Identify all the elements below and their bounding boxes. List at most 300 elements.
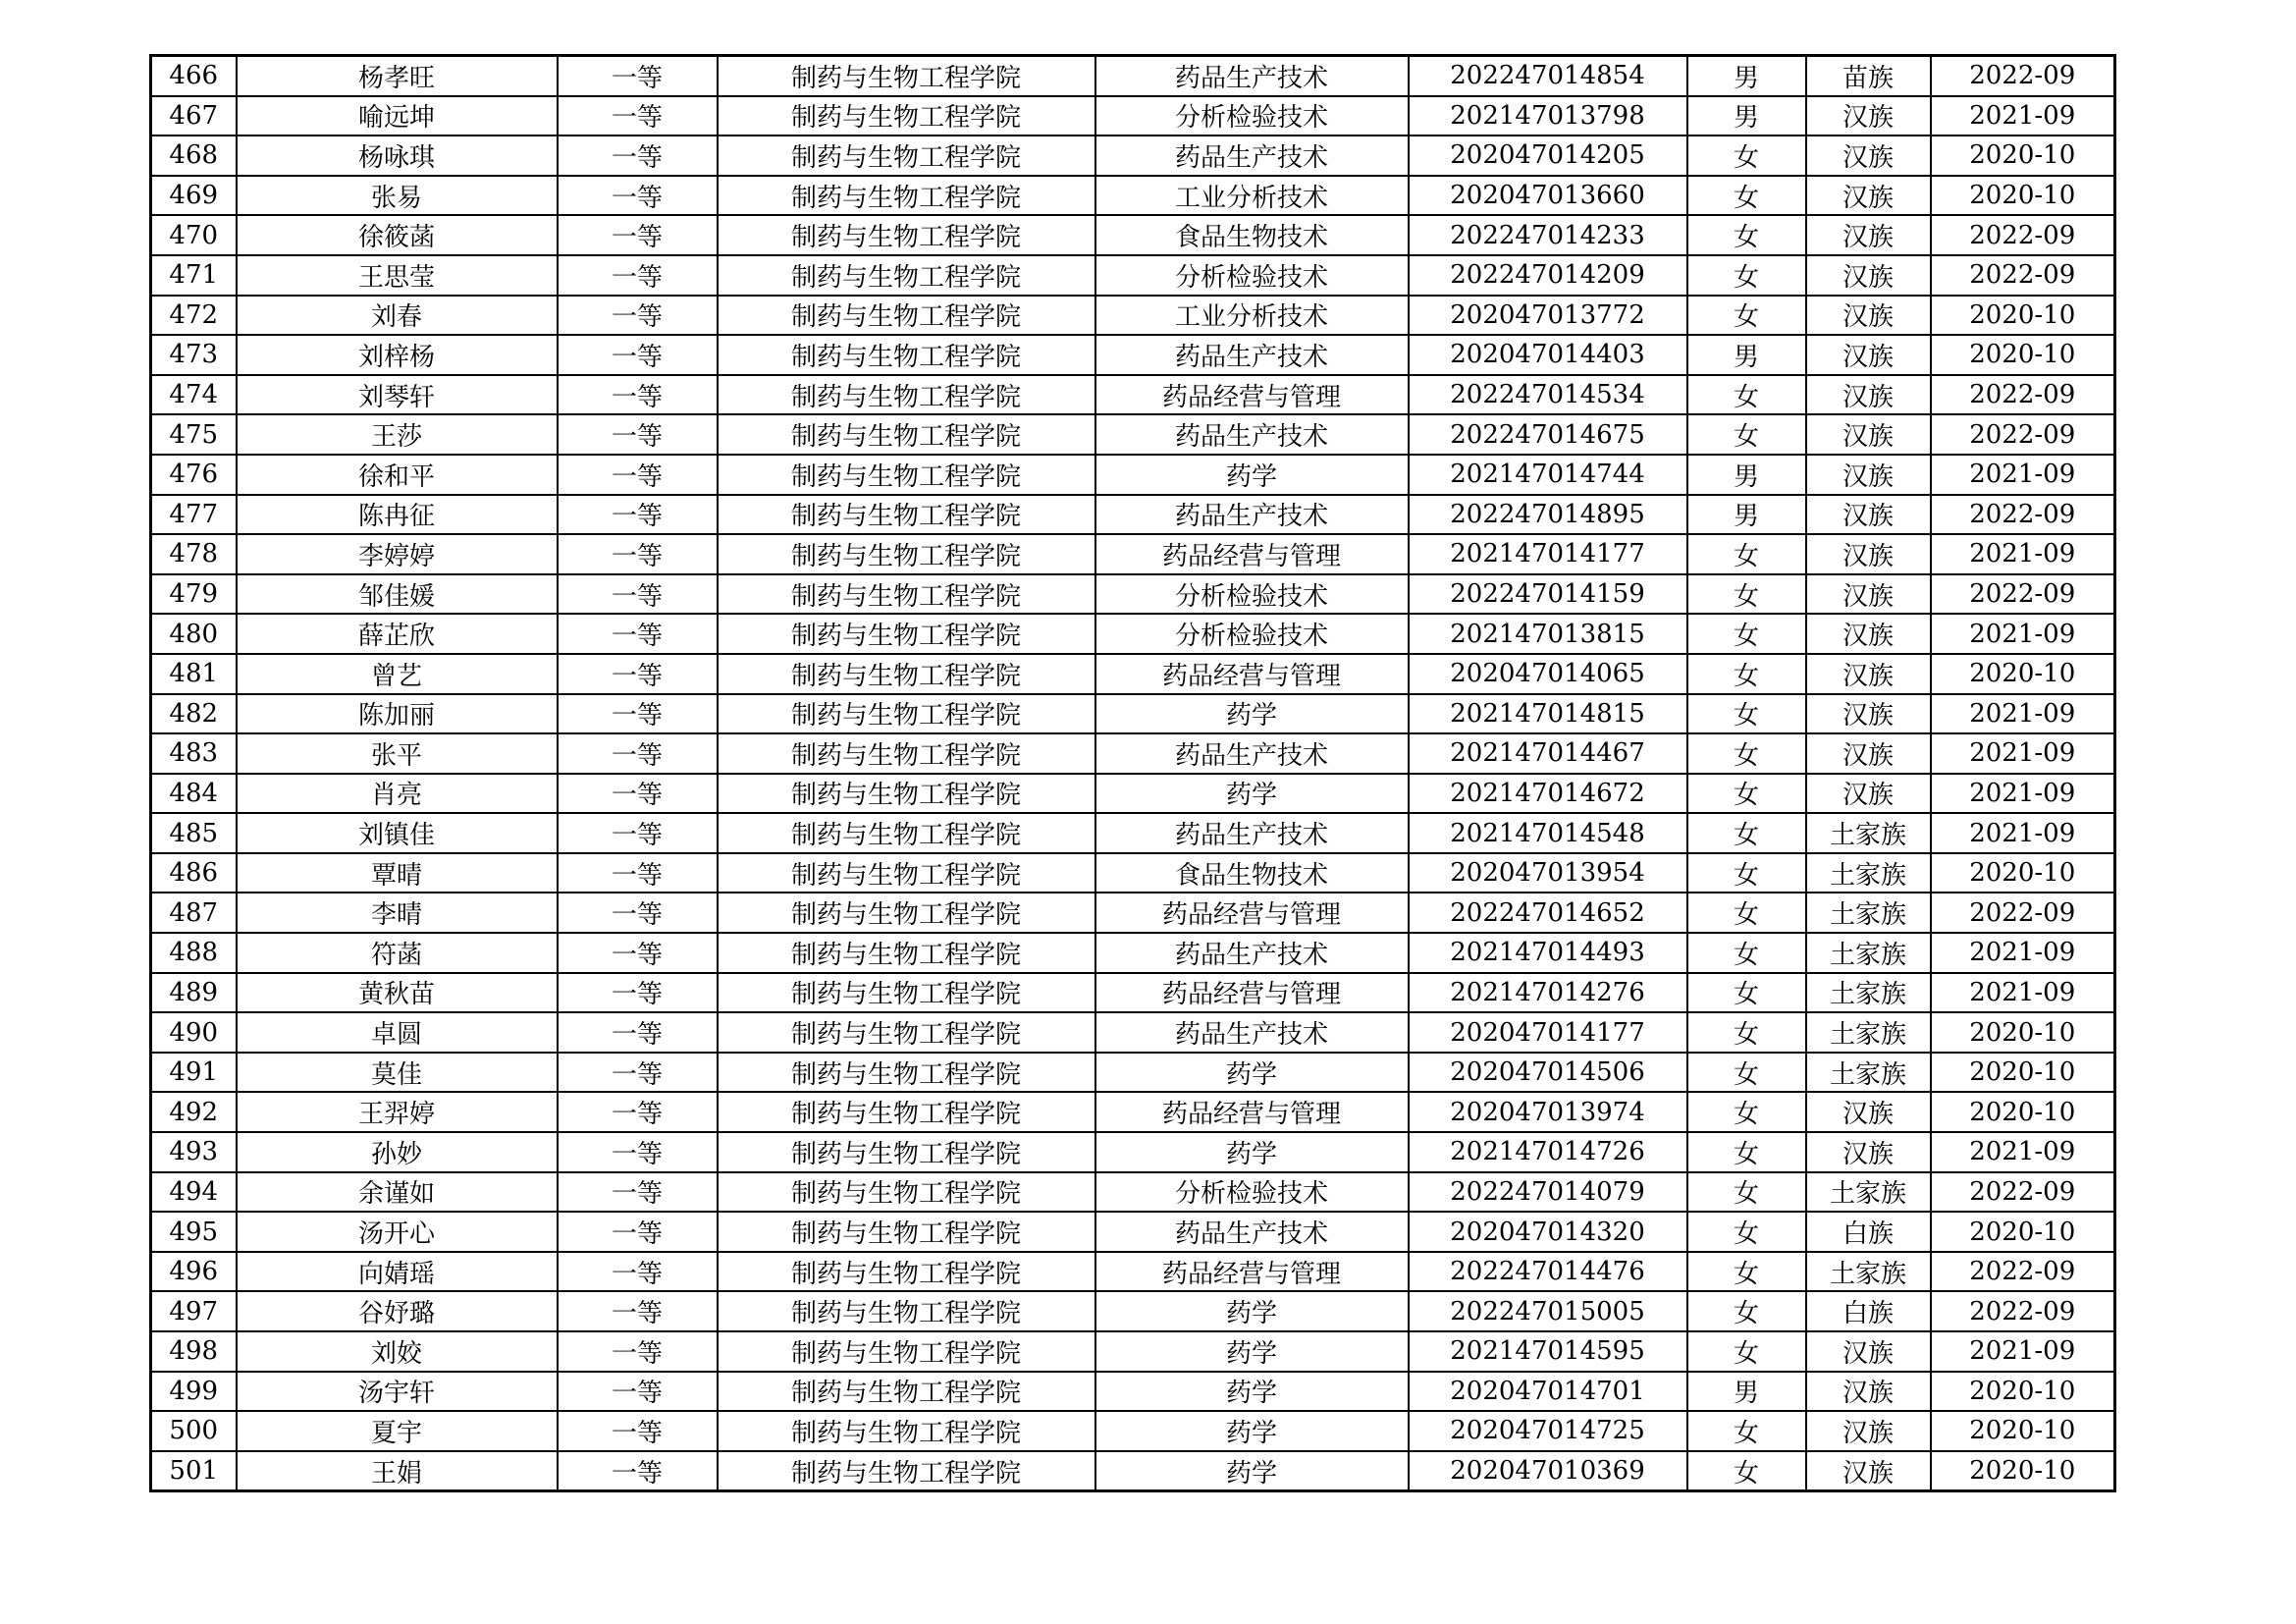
table-row	[151, 255, 2115, 296]
gender-cell: 女	[1687, 1092, 1806, 1132]
award-level-cell: 一等	[558, 614, 718, 654]
enrollment-date-cell: 2021-09	[1931, 614, 2115, 654]
college-cell: 制药与生物工程学院	[718, 534, 1095, 574]
enrollment-date-cell: 2020-10	[1931, 654, 2115, 694]
college-cell: 制药与生物工程学院	[718, 1053, 1095, 1093]
table-row	[151, 614, 2115, 654]
table-row	[151, 495, 2115, 535]
enrollment-date-cell: 2020-10	[1931, 176, 2115, 216]
name-cell: 刘梓杨	[237, 335, 558, 375]
gender-cell: 女	[1687, 1331, 1806, 1372]
row-number-cell: 470	[151, 215, 237, 255]
ethnicity-cell: 土家族	[1806, 1252, 1931, 1292]
enrollment-date-cell: 2021-09	[1931, 694, 2115, 734]
table-row	[151, 774, 2115, 814]
name-cell: 张平	[237, 733, 558, 774]
college-cell: 制药与生物工程学院	[718, 1372, 1095, 1412]
name-cell: 刘镇佳	[237, 813, 558, 853]
ethnicity-cell: 汉族	[1806, 296, 1931, 336]
college-cell: 制药与生物工程学院	[718, 1012, 1095, 1053]
ethnicity-cell: 汉族	[1806, 694, 1931, 734]
award-level-cell: 一等	[558, 774, 718, 814]
major-cell: 工业分析技术	[1095, 176, 1409, 216]
student-id-cell: 202247014233	[1409, 215, 1687, 255]
college-cell: 制药与生物工程学院	[718, 694, 1095, 734]
ethnicity-cell: 汉族	[1806, 654, 1931, 694]
gender-cell: 男	[1687, 56, 1806, 96]
gender-cell: 女	[1687, 614, 1806, 654]
student-id-cell: 202047014403	[1409, 335, 1687, 375]
award-level-cell: 一等	[558, 973, 718, 1013]
ethnicity-cell: 汉族	[1806, 774, 1931, 814]
gender-cell: 女	[1687, 813, 1806, 853]
ethnicity-cell: 汉族	[1806, 176, 1931, 216]
name-cell: 符菡	[237, 933, 558, 973]
enrollment-date-cell: 2022-09	[1931, 1172, 2115, 1213]
major-cell: 药品经营与管理	[1095, 1252, 1409, 1292]
row-number-cell: 495	[151, 1212, 237, 1252]
table-row	[151, 135, 2115, 176]
gender-cell: 女	[1687, 176, 1806, 216]
ethnicity-cell: 汉族	[1806, 1451, 1931, 1491]
major-cell: 药品生产技术	[1095, 335, 1409, 375]
award-level-cell: 一等	[558, 1291, 718, 1331]
name-cell: 汤宇轩	[237, 1372, 558, 1412]
major-cell: 药学	[1095, 774, 1409, 814]
student-id-cell: 202047013954	[1409, 853, 1687, 893]
student-id-cell: 202247014675	[1409, 414, 1687, 455]
major-cell: 药品经营与管理	[1095, 375, 1409, 415]
college-cell: 制药与生物工程学院	[718, 335, 1095, 375]
table-row	[151, 1252, 2115, 1292]
ethnicity-cell: 汉族	[1806, 1132, 1931, 1172]
name-cell: 王娟	[237, 1451, 558, 1491]
college-cell: 制药与生物工程学院	[718, 1252, 1095, 1292]
table-row	[151, 694, 2115, 734]
major-cell: 工业分析技术	[1095, 296, 1409, 336]
table-row	[151, 1132, 2115, 1172]
student-id-cell: 202247015005	[1409, 1291, 1687, 1331]
college-cell: 制药与生物工程学院	[718, 135, 1095, 176]
name-cell: 李婷婷	[237, 534, 558, 574]
major-cell: 药品经营与管理	[1095, 654, 1409, 694]
name-cell: 莫佳	[237, 1053, 558, 1093]
student-id-cell: 202147014595	[1409, 1331, 1687, 1372]
award-level-cell: 一等	[558, 176, 718, 216]
table-row	[151, 1372, 2115, 1412]
gender-cell: 男	[1687, 96, 1806, 136]
major-cell: 食品生物技术	[1095, 215, 1409, 255]
row-number-cell: 482	[151, 694, 237, 734]
row-number-cell: 491	[151, 1053, 237, 1093]
enrollment-date-cell: 2022-09	[1931, 215, 2115, 255]
gender-cell: 男	[1687, 455, 1806, 495]
college-cell: 制药与生物工程学院	[718, 215, 1095, 255]
award-level-cell: 一等	[558, 893, 718, 933]
gender-cell: 女	[1687, 853, 1806, 893]
enrollment-date-cell: 2022-09	[1931, 893, 2115, 933]
student-id-cell: 202247014534	[1409, 375, 1687, 415]
table-row	[151, 335, 2115, 375]
table-row	[151, 455, 2115, 495]
award-level-cell: 一等	[558, 1012, 718, 1053]
college-cell: 制药与生物工程学院	[718, 853, 1095, 893]
row-number-cell: 475	[151, 414, 237, 455]
ethnicity-cell: 汉族	[1806, 495, 1931, 535]
major-cell: 药品经营与管理	[1095, 973, 1409, 1013]
gender-cell: 女	[1687, 733, 1806, 774]
table-row	[151, 1411, 2115, 1451]
ethnicity-cell: 汉族	[1806, 135, 1931, 176]
ethnicity-cell: 汉族	[1806, 1331, 1931, 1372]
college-cell: 制药与生物工程学院	[718, 1212, 1095, 1252]
major-cell: 分析检验技术	[1095, 96, 1409, 136]
student-id-cell: 202147014548	[1409, 813, 1687, 853]
ethnicity-cell: 汉族	[1806, 733, 1931, 774]
row-number-cell: 481	[151, 654, 237, 694]
ethnicity-cell: 汉族	[1806, 335, 1931, 375]
college-cell: 制药与生物工程学院	[718, 774, 1095, 814]
row-number-cell: 484	[151, 774, 237, 814]
major-cell: 药品生产技术	[1095, 733, 1409, 774]
college-cell: 制药与生物工程学院	[718, 933, 1095, 973]
name-cell: 刘春	[237, 296, 558, 336]
award-level-cell: 一等	[558, 56, 718, 96]
gender-cell: 女	[1687, 1451, 1806, 1491]
enrollment-date-cell: 2022-09	[1931, 414, 2115, 455]
table-row	[151, 414, 2115, 455]
ethnicity-cell: 汉族	[1806, 1372, 1931, 1412]
name-cell: 杨咏琪	[237, 135, 558, 176]
ethnicity-cell: 苗族	[1806, 56, 1931, 96]
row-number-cell: 480	[151, 614, 237, 654]
award-level-cell: 一等	[558, 534, 718, 574]
ethnicity-cell: 汉族	[1806, 1411, 1931, 1451]
enrollment-date-cell: 2020-10	[1931, 853, 2115, 893]
college-cell: 制药与生物工程学院	[718, 1331, 1095, 1372]
student-id-cell: 202047014065	[1409, 654, 1687, 694]
major-cell: 药学	[1095, 1372, 1409, 1412]
gender-cell: 女	[1687, 1132, 1806, 1172]
enrollment-date-cell: 2021-09	[1931, 733, 2115, 774]
award-level-cell: 一等	[558, 1331, 718, 1372]
table-row	[151, 215, 2115, 255]
table-row	[151, 296, 2115, 336]
student-id-cell: 202147014467	[1409, 733, 1687, 774]
student-id-cell: 202247014209	[1409, 255, 1687, 296]
award-list-table	[149, 54, 2116, 1492]
ethnicity-cell: 汉族	[1806, 1092, 1931, 1132]
award-level-cell: 一等	[558, 375, 718, 415]
gender-cell: 女	[1687, 1172, 1806, 1213]
enrollment-date-cell: 2021-09	[1931, 774, 2115, 814]
award-level-cell: 一等	[558, 574, 718, 615]
student-id-cell: 202047014725	[1409, 1411, 1687, 1451]
award-level-cell: 一等	[558, 1132, 718, 1172]
award-level-cell: 一等	[558, 96, 718, 136]
table-row	[151, 853, 2115, 893]
row-number-cell: 489	[151, 973, 237, 1013]
major-cell: 分析检验技术	[1095, 1172, 1409, 1213]
name-cell: 杨孝旺	[237, 56, 558, 96]
ethnicity-cell: 土家族	[1806, 1012, 1931, 1053]
major-cell: 分析检验技术	[1095, 614, 1409, 654]
enrollment-date-cell: 2021-09	[1931, 933, 2115, 973]
name-cell: 徐和平	[237, 455, 558, 495]
major-cell: 食品生物技术	[1095, 853, 1409, 893]
major-cell: 药品经营与管理	[1095, 534, 1409, 574]
enrollment-date-cell: 2020-10	[1931, 1053, 2115, 1093]
college-cell: 制药与生物工程学院	[718, 654, 1095, 694]
major-cell: 药品生产技术	[1095, 813, 1409, 853]
name-cell: 王莎	[237, 414, 558, 455]
student-id-cell: 202247014079	[1409, 1172, 1687, 1213]
enrollment-date-cell: 2021-09	[1931, 1331, 2115, 1372]
student-id-cell: 202247014854	[1409, 56, 1687, 96]
college-cell: 制药与生物工程学院	[718, 176, 1095, 216]
major-cell: 药学	[1095, 1411, 1409, 1451]
row-number-cell: 469	[151, 176, 237, 216]
table-row	[151, 893, 2115, 933]
row-number-cell: 471	[151, 255, 237, 296]
table-row	[151, 654, 2115, 694]
student-id-cell: 202147014672	[1409, 774, 1687, 814]
major-cell: 药品生产技术	[1095, 1212, 1409, 1252]
enrollment-date-cell: 2020-10	[1931, 1451, 2115, 1491]
award-level-cell: 一等	[558, 1172, 718, 1213]
award-level-cell: 一等	[558, 733, 718, 774]
gender-cell: 女	[1687, 215, 1806, 255]
student-id-cell: 202147014276	[1409, 973, 1687, 1013]
row-number-cell: 474	[151, 375, 237, 415]
row-number-cell: 466	[151, 56, 237, 96]
gender-cell: 女	[1687, 414, 1806, 455]
student-id-cell: 202047014701	[1409, 1372, 1687, 1412]
name-cell: 王羿婷	[237, 1092, 558, 1132]
ethnicity-cell: 白族	[1806, 1291, 1931, 1331]
name-cell: 李晴	[237, 893, 558, 933]
award-level-cell: 一等	[558, 1252, 718, 1292]
gender-cell: 女	[1687, 1291, 1806, 1331]
student-id-cell: 202047014506	[1409, 1053, 1687, 1093]
name-cell: 王思莹	[237, 255, 558, 296]
major-cell: 药学	[1095, 1053, 1409, 1093]
enrollment-date-cell: 2021-09	[1931, 455, 2115, 495]
ethnicity-cell: 土家族	[1806, 853, 1931, 893]
name-cell: 覃晴	[237, 853, 558, 893]
award-level-cell: 一等	[558, 1212, 718, 1252]
enrollment-date-cell: 2021-09	[1931, 973, 2115, 1013]
award-level-cell: 一等	[558, 813, 718, 853]
enrollment-date-cell: 2022-09	[1931, 1291, 2115, 1331]
table-row	[151, 574, 2115, 615]
name-cell: 喻远坤	[237, 96, 558, 136]
gender-cell: 女	[1687, 534, 1806, 574]
name-cell: 黄秋苗	[237, 973, 558, 1013]
college-cell: 制药与生物工程学院	[718, 893, 1095, 933]
gender-cell: 女	[1687, 1252, 1806, 1292]
name-cell: 曾艺	[237, 654, 558, 694]
name-cell: 夏宇	[237, 1411, 558, 1451]
gender-cell: 女	[1687, 1411, 1806, 1451]
student-id-cell: 202147014815	[1409, 694, 1687, 734]
student-id-cell: 202247014652	[1409, 893, 1687, 933]
college-cell: 制药与生物工程学院	[718, 495, 1095, 535]
table-row	[151, 1172, 2115, 1213]
row-number-cell: 467	[151, 96, 237, 136]
enrollment-date-cell: 2022-09	[1931, 495, 2115, 535]
gender-cell: 男	[1687, 1372, 1806, 1412]
table-row	[151, 1092, 2115, 1132]
row-number-cell: 487	[151, 893, 237, 933]
table-row	[151, 933, 2115, 973]
name-cell: 孙妙	[237, 1132, 558, 1172]
table-row	[151, 56, 2115, 96]
enrollment-date-cell: 2022-09	[1931, 375, 2115, 415]
ethnicity-cell: 白族	[1806, 1212, 1931, 1252]
award-level-cell: 一等	[558, 1092, 718, 1132]
gender-cell: 女	[1687, 375, 1806, 415]
student-id-cell: 202247014895	[1409, 495, 1687, 535]
student-id-cell: 202047014177	[1409, 1012, 1687, 1053]
ethnicity-cell: 汉族	[1806, 215, 1931, 255]
ethnicity-cell: 汉族	[1806, 574, 1931, 615]
row-number-cell: 492	[151, 1092, 237, 1132]
major-cell: 药学	[1095, 455, 1409, 495]
college-cell: 制药与生物工程学院	[718, 574, 1095, 615]
name-cell: 陈加丽	[237, 694, 558, 734]
row-number-cell: 494	[151, 1172, 237, 1213]
college-cell: 制药与生物工程学院	[718, 1411, 1095, 1451]
college-cell: 制药与生物工程学院	[718, 1291, 1095, 1331]
name-cell: 陈冉征	[237, 495, 558, 535]
gender-cell: 女	[1687, 973, 1806, 1013]
name-cell: 卓圆	[237, 1012, 558, 1053]
gender-cell: 女	[1687, 933, 1806, 973]
gender-cell: 女	[1687, 774, 1806, 814]
award-level-cell: 一等	[558, 654, 718, 694]
table-row	[151, 1053, 2115, 1093]
row-number-cell: 497	[151, 1291, 237, 1331]
college-cell: 制药与生物工程学院	[718, 296, 1095, 336]
award-level-cell: 一等	[558, 255, 718, 296]
row-number-cell: 488	[151, 933, 237, 973]
student-id-cell: 202147014493	[1409, 933, 1687, 973]
award-level-cell: 一等	[558, 1411, 718, 1451]
enrollment-date-cell: 2022-09	[1931, 574, 2115, 615]
table-row	[151, 1212, 2115, 1252]
college-cell: 制药与生物工程学院	[718, 973, 1095, 1013]
ethnicity-cell: 汉族	[1806, 534, 1931, 574]
major-cell: 药品生产技术	[1095, 56, 1409, 96]
enrollment-date-cell: 2020-10	[1931, 1212, 2115, 1252]
name-cell: 谷妤璐	[237, 1291, 558, 1331]
major-cell: 药品生产技术	[1095, 414, 1409, 455]
name-cell: 汤开心	[237, 1212, 558, 1252]
award-level-cell: 一等	[558, 1451, 718, 1491]
table-row	[151, 1291, 2115, 1331]
gender-cell: 女	[1687, 296, 1806, 336]
table-row	[151, 973, 2115, 1013]
college-cell: 制药与生物工程学院	[718, 255, 1095, 296]
enrollment-date-cell: 2022-09	[1931, 56, 2115, 96]
award-level-cell: 一等	[558, 455, 718, 495]
award-level-cell: 一等	[558, 495, 718, 535]
student-id-cell: 202247014476	[1409, 1252, 1687, 1292]
college-cell: 制药与生物工程学院	[718, 375, 1095, 415]
major-cell: 药品经营与管理	[1095, 1092, 1409, 1132]
major-cell: 药学	[1095, 1291, 1409, 1331]
enrollment-date-cell: 2022-09	[1931, 255, 2115, 296]
college-cell: 制药与生物工程学院	[718, 96, 1095, 136]
name-cell: 向婧瑶	[237, 1252, 558, 1292]
award-level-cell: 一等	[558, 135, 718, 176]
student-id-cell: 202247014159	[1409, 574, 1687, 615]
row-number-cell: 472	[151, 296, 237, 336]
enrollment-date-cell: 2020-10	[1931, 335, 2115, 375]
table-row	[151, 534, 2115, 574]
award-level-cell: 一等	[558, 414, 718, 455]
table-row	[151, 813, 2115, 853]
major-cell: 分析检验技术	[1095, 255, 1409, 296]
gender-cell: 男	[1687, 495, 1806, 535]
gender-cell: 女	[1687, 255, 1806, 296]
student-id-cell: 202047010369	[1409, 1451, 1687, 1491]
name-cell: 刘琴轩	[237, 375, 558, 415]
row-number-cell: 485	[151, 813, 237, 853]
gender-cell: 女	[1687, 574, 1806, 615]
row-number-cell: 486	[151, 853, 237, 893]
ethnicity-cell: 汉族	[1806, 96, 1931, 136]
major-cell: 药学	[1095, 694, 1409, 734]
major-cell: 药学	[1095, 1451, 1409, 1491]
award-level-cell: 一等	[558, 694, 718, 734]
enrollment-date-cell: 2021-09	[1931, 534, 2115, 574]
name-cell: 余谨如	[237, 1172, 558, 1213]
ethnicity-cell: 土家族	[1806, 933, 1931, 973]
college-cell: 制药与生物工程学院	[718, 1092, 1095, 1132]
college-cell: 制药与生物工程学院	[718, 733, 1095, 774]
award-level-cell: 一等	[558, 933, 718, 973]
name-cell: 肖亮	[237, 774, 558, 814]
name-cell: 薛芷欣	[237, 614, 558, 654]
major-cell: 药学	[1095, 1331, 1409, 1372]
gender-cell: 女	[1687, 654, 1806, 694]
student-id-cell: 202047013660	[1409, 176, 1687, 216]
ethnicity-cell: 土家族	[1806, 1172, 1931, 1213]
enrollment-date-cell: 2020-10	[1931, 1012, 2115, 1053]
row-number-cell: 479	[151, 574, 237, 615]
ethnicity-cell: 土家族	[1806, 813, 1931, 853]
major-cell: 分析检验技术	[1095, 574, 1409, 615]
student-id-cell: 202047013974	[1409, 1092, 1687, 1132]
table-row	[151, 1331, 2115, 1372]
table-row	[151, 176, 2115, 216]
enrollment-date-cell: 2020-10	[1931, 135, 2115, 176]
student-id-cell: 202147014726	[1409, 1132, 1687, 1172]
gender-cell: 女	[1687, 1053, 1806, 1093]
ethnicity-cell: 汉族	[1806, 455, 1931, 495]
row-number-cell: 478	[151, 534, 237, 574]
enrollment-date-cell: 2020-10	[1931, 1411, 2115, 1451]
row-number-cell: 473	[151, 335, 237, 375]
gender-cell: 女	[1687, 893, 1806, 933]
major-cell: 药品生产技术	[1095, 1012, 1409, 1053]
enrollment-date-cell: 2020-10	[1931, 1372, 2115, 1412]
enrollment-date-cell: 2021-09	[1931, 1132, 2115, 1172]
row-number-cell: 483	[151, 733, 237, 774]
major-cell: 药品经营与管理	[1095, 893, 1409, 933]
